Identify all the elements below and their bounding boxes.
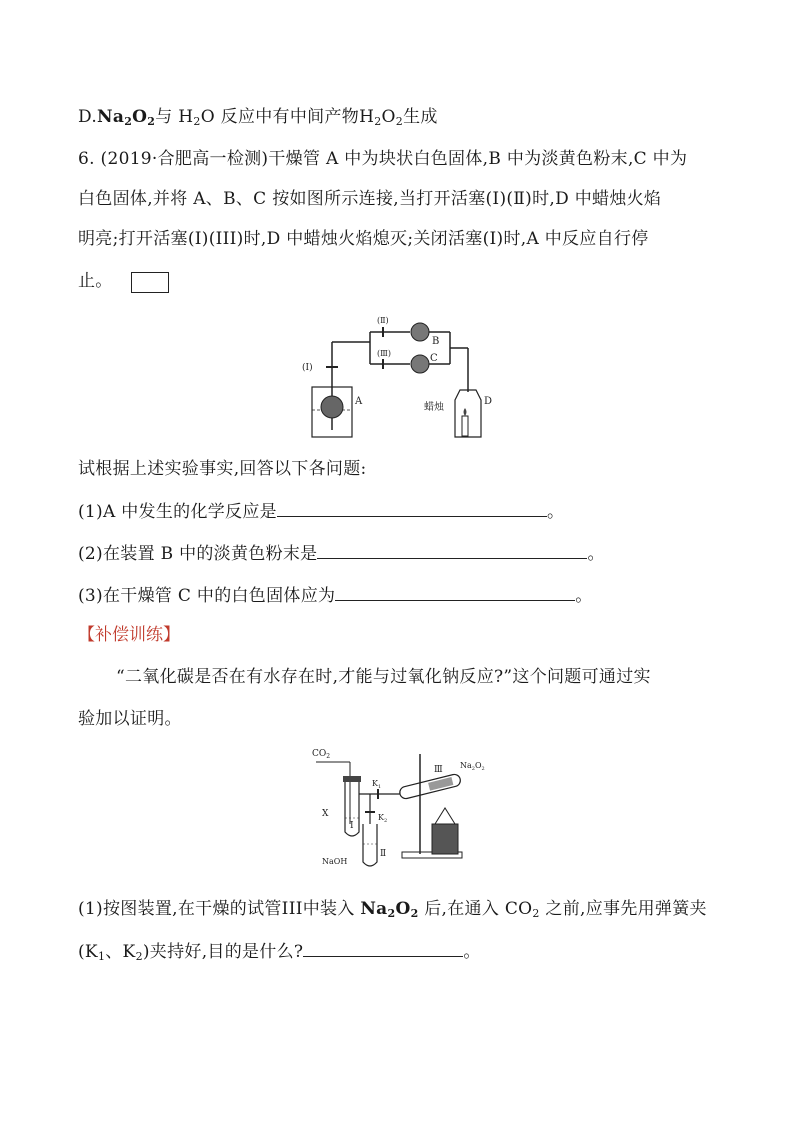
formula-o: O bbox=[381, 107, 396, 127]
label-naoh: NaOH bbox=[322, 857, 348, 866]
formula-h: H bbox=[178, 107, 194, 127]
label-ii: (Ⅱ) bbox=[377, 316, 389, 325]
text: 与 bbox=[155, 107, 173, 127]
sub: 2 bbox=[395, 115, 404, 128]
q6-line-4: 止。 bbox=[78, 271, 113, 291]
stopper bbox=[343, 776, 361, 782]
text: 生成 bbox=[403, 107, 438, 127]
text: )夹持好,目的是什么? bbox=[142, 942, 304, 962]
text: 之前,应事先用弹簧夹 bbox=[539, 899, 707, 919]
drying-tube-c bbox=[411, 355, 429, 373]
candle bbox=[462, 416, 468, 436]
q6-line-2: 白色固体,并将 A、B、C 按如图所示连接,当打开活塞(Ⅰ)(Ⅱ)时,D 中蜡烛火焰 bbox=[78, 189, 662, 209]
label-c: C bbox=[430, 353, 438, 364]
sub: 1 bbox=[97, 950, 106, 963]
formula-na: Na bbox=[97, 107, 125, 127]
alcohol-lamp bbox=[432, 824, 458, 854]
drying-tube-a bbox=[321, 396, 343, 418]
q6-line-3: 明亮;打开活塞(Ⅰ)(III)时,D 中蜡烛火焰熄灭;关闭活塞(Ⅰ)时,A 中反应自行停 bbox=[78, 229, 649, 249]
label-b: B bbox=[432, 336, 440, 347]
sub: 2 bbox=[532, 907, 540, 920]
apparatus-figure-2 bbox=[310, 744, 520, 874]
q2-blank[interactable] bbox=[317, 542, 587, 559]
answer-box[interactable] bbox=[131, 272, 169, 293]
apparatus-figure-1 bbox=[300, 312, 500, 442]
label-k1: $K_1$ bbox=[372, 779, 382, 790]
q3-blank[interactable] bbox=[335, 584, 575, 601]
test-tube-ii bbox=[363, 824, 377, 866]
label-candle: 蜡烛 bbox=[424, 402, 444, 413]
b1-blank[interactable] bbox=[303, 940, 463, 957]
text: (1)按图装置,在干燥的试管III中装入 bbox=[78, 899, 361, 919]
q1-blank[interactable] bbox=[277, 500, 547, 517]
label-x: X bbox=[322, 809, 329, 819]
text: (K bbox=[78, 942, 98, 962]
label-i: (Ⅰ) bbox=[302, 363, 313, 373]
option-letter: D. bbox=[78, 107, 98, 127]
label-k2: $K_2$ bbox=[378, 813, 388, 824]
sub: 2 bbox=[374, 115, 382, 128]
text: O 反应中有中间产物 bbox=[200, 107, 360, 127]
text: 、K bbox=[105, 942, 136, 962]
formula-o: O bbox=[395, 899, 411, 919]
q2-text: (2)在装置 B 中的淡黄色粉末是 bbox=[78, 544, 318, 564]
sub: 2 bbox=[410, 907, 419, 920]
label-d: D bbox=[484, 396, 493, 407]
sub: 2 bbox=[147, 115, 156, 128]
period: 。 bbox=[463, 942, 481, 962]
sub: 2 bbox=[193, 115, 201, 128]
b2-line bbox=[78, 940, 481, 968]
section-title: 【补偿训练】 bbox=[78, 625, 180, 645]
text: 后,在通入 CO bbox=[418, 899, 533, 919]
period: 。 bbox=[575, 586, 593, 606]
period: 。 bbox=[587, 544, 605, 564]
period: 。 bbox=[546, 502, 565, 522]
formula-h: H bbox=[359, 107, 375, 127]
intro-line: 试根据上述实验事实,回答以下各问题: bbox=[78, 459, 367, 479]
test-tube-iii bbox=[399, 773, 462, 800]
flame bbox=[464, 408, 467, 416]
label-na2o2: $Na_2O_2$ bbox=[460, 761, 485, 772]
sub: 2 bbox=[124, 115, 133, 128]
q3-line bbox=[78, 584, 593, 607]
label-co2: $CO_2$ bbox=[312, 749, 331, 760]
q6-line-1: 6. (2019·合肥高一检测)干燥管 A 中为块状白色固体,B 中为淡黄色粉末,C 中为 bbox=[78, 149, 688, 169]
q1-line bbox=[78, 500, 564, 523]
formula-na: Na bbox=[360, 899, 388, 919]
paragraph-line-2: 验加以证明。 bbox=[78, 709, 182, 729]
q1-text: (1)A 中发生的化学反应是 bbox=[78, 502, 277, 522]
formula-o: O bbox=[132, 107, 148, 127]
label-a: A bbox=[355, 396, 363, 407]
label-ii: Ⅱ bbox=[380, 849, 387, 859]
sub: 2 bbox=[135, 950, 143, 963]
drying-tube-b bbox=[411, 323, 429, 341]
alcohol-lamp-flame bbox=[435, 808, 455, 824]
sub: 2 bbox=[387, 907, 396, 920]
q2-line bbox=[78, 542, 605, 565]
q3-text: (3)在干燥管 C 中的白色固体应为 bbox=[78, 586, 336, 606]
option-d-line bbox=[78, 106, 438, 133]
label-i: I bbox=[350, 821, 354, 831]
paragraph-line-1: “二氧化碳是否在有水存在时,才能与过氧化钠反应?”这个问题可通过实 bbox=[116, 667, 651, 687]
label-iii: (Ⅲ) bbox=[377, 349, 391, 358]
label-iii: Ⅲ bbox=[434, 765, 443, 775]
b1-line bbox=[78, 898, 707, 925]
